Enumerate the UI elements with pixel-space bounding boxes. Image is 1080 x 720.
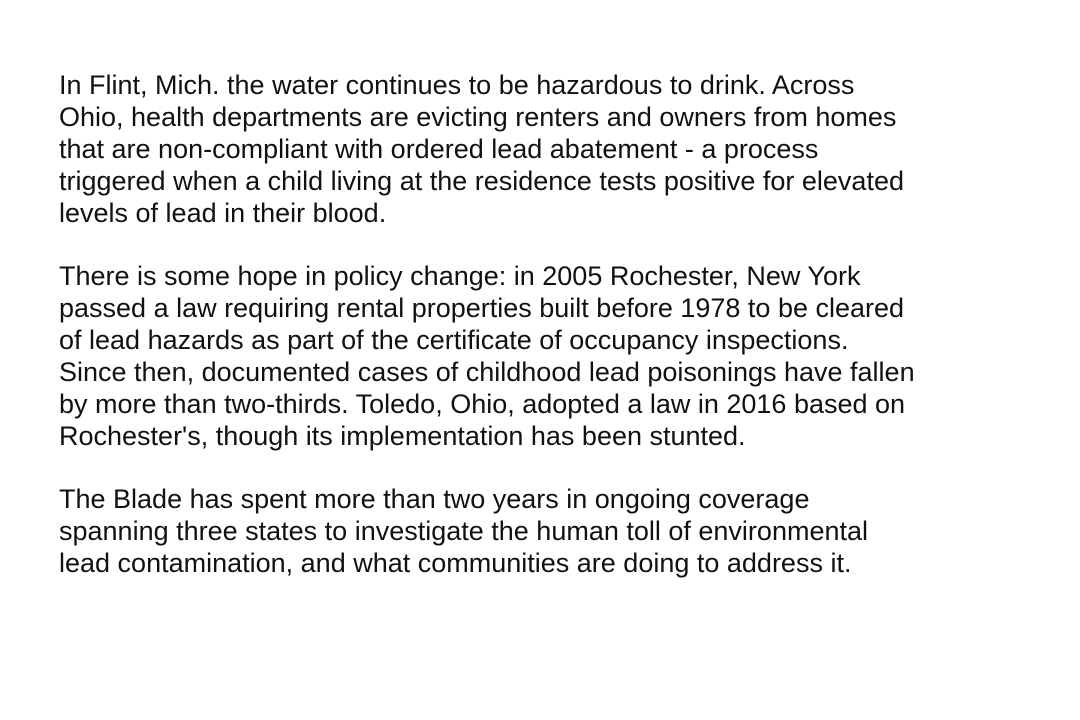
paragraph-line: by more than two-thirds. Toledo, Ohio, adopted a law in 2016 based on [59,389,906,419]
paragraph-line: The Blade has spent more than two years in ongoing coverage [59,484,810,514]
paragraph-line: passed a law requiring rental properties built before 1978 to be cleared [59,293,905,323]
paragraph-line: levels of lead in their blood. [59,198,387,228]
paragraph-line: Ohio, health departments are evicting renters and owners from homes [59,102,897,132]
paragraph-policy [59,260,1059,452]
paragraph-line: Rochester's, though its implementation has been stunted. [59,421,746,451]
paragraph-line: that are non-compliant with ordered lead abatement - a process [59,134,819,164]
paragraph-flint [59,69,1059,229]
paragraph-line: Since then, documented cases of childhood lead poisonings have fallen [59,357,915,387]
paragraph-line: In Flint, Mich. the water continues to be hazardous to drink. Across [59,70,855,100]
paragraph-blade [59,483,1059,579]
paragraph-line: of lead hazards as part of the certificate of occupancy inspections. [59,325,849,355]
paragraph-line: There is some hope in policy change: in 2005 Rochester, New York [59,261,861,291]
paragraph-line: spanning three states to investigate the human toll of environmental [59,516,868,546]
paragraph-line: lead contamination, and what communities are doing to address it. [59,548,852,578]
paragraph-line: triggered when a child living at the residence tests positive for elevated [59,166,904,196]
article-text [59,69,1059,610]
